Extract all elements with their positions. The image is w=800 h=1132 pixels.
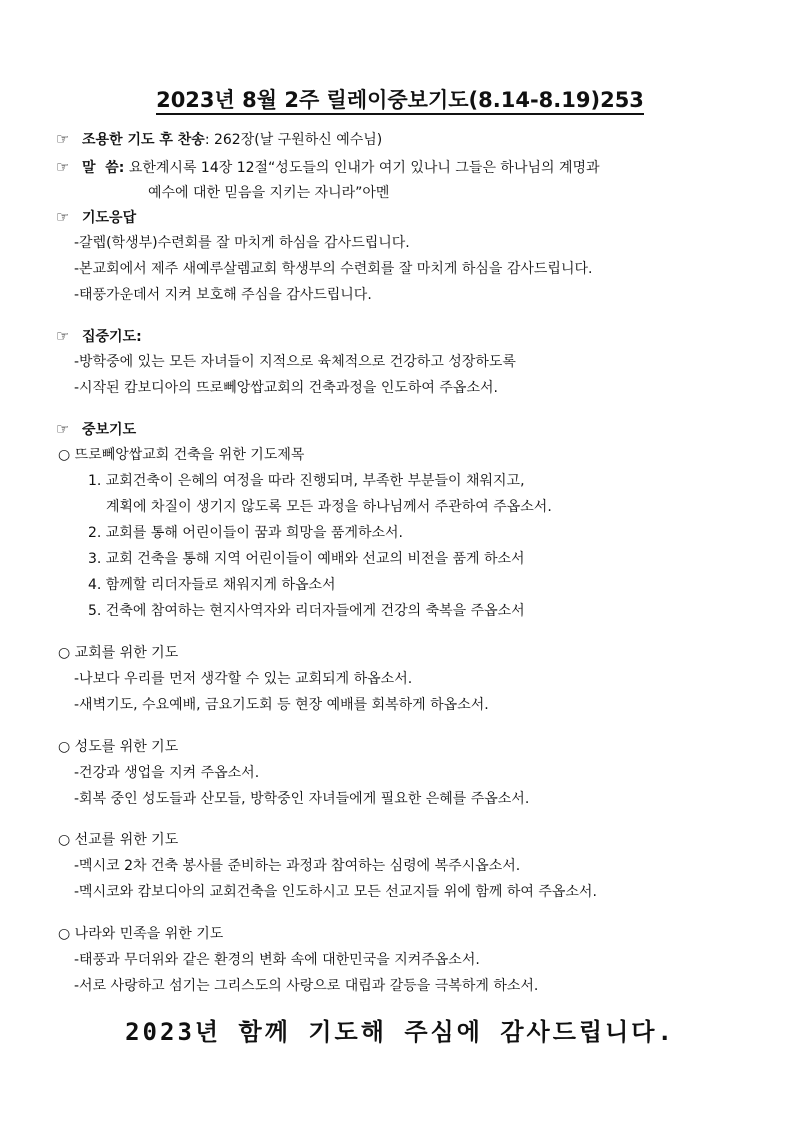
saints-prayer-item: -회복 중인 성도들과 산모들, 방학중인 자녀들에게 필요한 은혜를 주옵소서. [74, 791, 530, 807]
church-build-item: 계획에 차질이 생기지 않도록 모든 과정을 하나님께서 주관하여 주옵소서. [106, 499, 552, 515]
nation-prayer-item: -서로 사랑하고 섬기는 그리스도의 사랑으로 대립과 갈등을 극복하게 하소서. [74, 978, 539, 994]
word-line [56, 157, 600, 178]
closing-thanks: 2023년 함께 기도해 주심에 감사드립니다. [125, 1018, 675, 1046]
focus-heading-text: 집중기도: [82, 329, 142, 345]
word-verse-line1: 요한계시록 14장 12절“성도들의 인내가 여기 있나니 그들은 하나님의 계명과 [128, 160, 600, 176]
page-title-text: 2023년 8월 2주 릴레이중보기도(8.14-8.19)253 [156, 88, 644, 115]
hymn-line [56, 129, 382, 150]
answer-item: -갈렙(학생부)수련회를 잘 마치게 하심을 감사드립니다. [74, 235, 410, 251]
focus-heading [56, 326, 142, 347]
church-build-item: 5. 건축에 참여하는 현지사역자와 리더자들에게 건강의 축복을 주옵소서 [88, 603, 525, 619]
word-verse-line2: 예수에 대한 믿음을 지키는 자니라”아멘 [148, 185, 390, 201]
church-prayer-heading: ○ 교회를 위한 기도 [58, 645, 179, 661]
hymn-label: 조용한 기도 후 찬송 [82, 132, 205, 148]
church-build-item: 3. 교회 건축을 통해 지역 어린이들이 예배와 선교의 비전을 품게 하소서 [88, 551, 525, 567]
mission-prayer-item: -멕시코 2차 건축 봉사를 준비하는 과정과 참여하는 심령에 복주시옵소서. [74, 858, 521, 874]
intercession-heading-text: 중보기도 [82, 422, 137, 438]
mission-prayer-heading: ○ 선교를 위한 기도 [58, 832, 179, 848]
nation-prayer-item: -태풍과 무더위와 같은 환경의 변화 속에 대한민국을 지켜주옵소서. [74, 952, 480, 968]
pointing-hand-icon: ☞ [56, 208, 70, 226]
church-prayer-item: -나보다 우리를 먼저 생각할 수 있는 교회되게 하옵소서. [74, 671, 413, 687]
pointing-hand-icon: ☞ [56, 327, 70, 345]
pointing-hand-icon: ☞ [56, 158, 70, 176]
mission-prayer-item: -멕시코와 캄보디아의 교회건축을 인도하시고 모든 선교지들 위에 함께 하여 주옵소서. [74, 884, 597, 900]
answers-heading [56, 207, 136, 228]
church-prayer-item: -새벽기도, 수요예배, 금요기도회 등 현장 예배를 회복하게 하옵소서. [74, 697, 489, 713]
pointing-hand-icon: ☞ [56, 420, 70, 438]
word-label: 말 씀: [82, 160, 125, 176]
answer-item: -본교회에서 제주 새예루살렘교회 학생부의 수련회를 잘 마치게 하심을 감사드립니다. [74, 261, 593, 277]
page-title [0, 84, 800, 114]
church-build-item: 1. 교회건축이 은혜의 여정을 따라 진행되며, 부족한 부분들이 채워지고, [88, 473, 525, 489]
focus-item: -시작된 캄보디아의 뜨로뻬앙쌉교회의 건축과정을 인도하여 주옵소서. [74, 380, 498, 396]
pointing-hand-icon: ☞ [56, 130, 70, 148]
saints-prayer-item: -건강과 생업을 지켜 주옵소서. [74, 765, 260, 781]
answer-item: -태풍가운데서 지켜 보호해 주심을 감사드립니다. [74, 287, 372, 303]
answers-heading-text: 기도응답 [82, 210, 137, 226]
focus-item: -방학중에 있는 모든 자녀들이 지적으로 육체적으로 건강하고 성장하도록 [74, 354, 516, 370]
nation-prayer-heading: ○ 나라와 민족을 위한 기도 [58, 926, 224, 942]
church-build-item: 4. 함께할 리더자들로 채워지게 하옵소서 [88, 577, 336, 593]
church-build-heading: ○ 뜨로뻬앙쌉교회 건축을 위한 기도제목 [58, 447, 305, 463]
church-build-item: 2. 교회를 통해 어린이들이 꿈과 희망을 품게하소서. [88, 525, 403, 541]
saints-prayer-heading: ○ 성도를 위한 기도 [58, 739, 179, 755]
hymn-value: : 262장(날 구원하신 예수님) [204, 132, 383, 148]
intercession-heading [56, 419, 136, 440]
